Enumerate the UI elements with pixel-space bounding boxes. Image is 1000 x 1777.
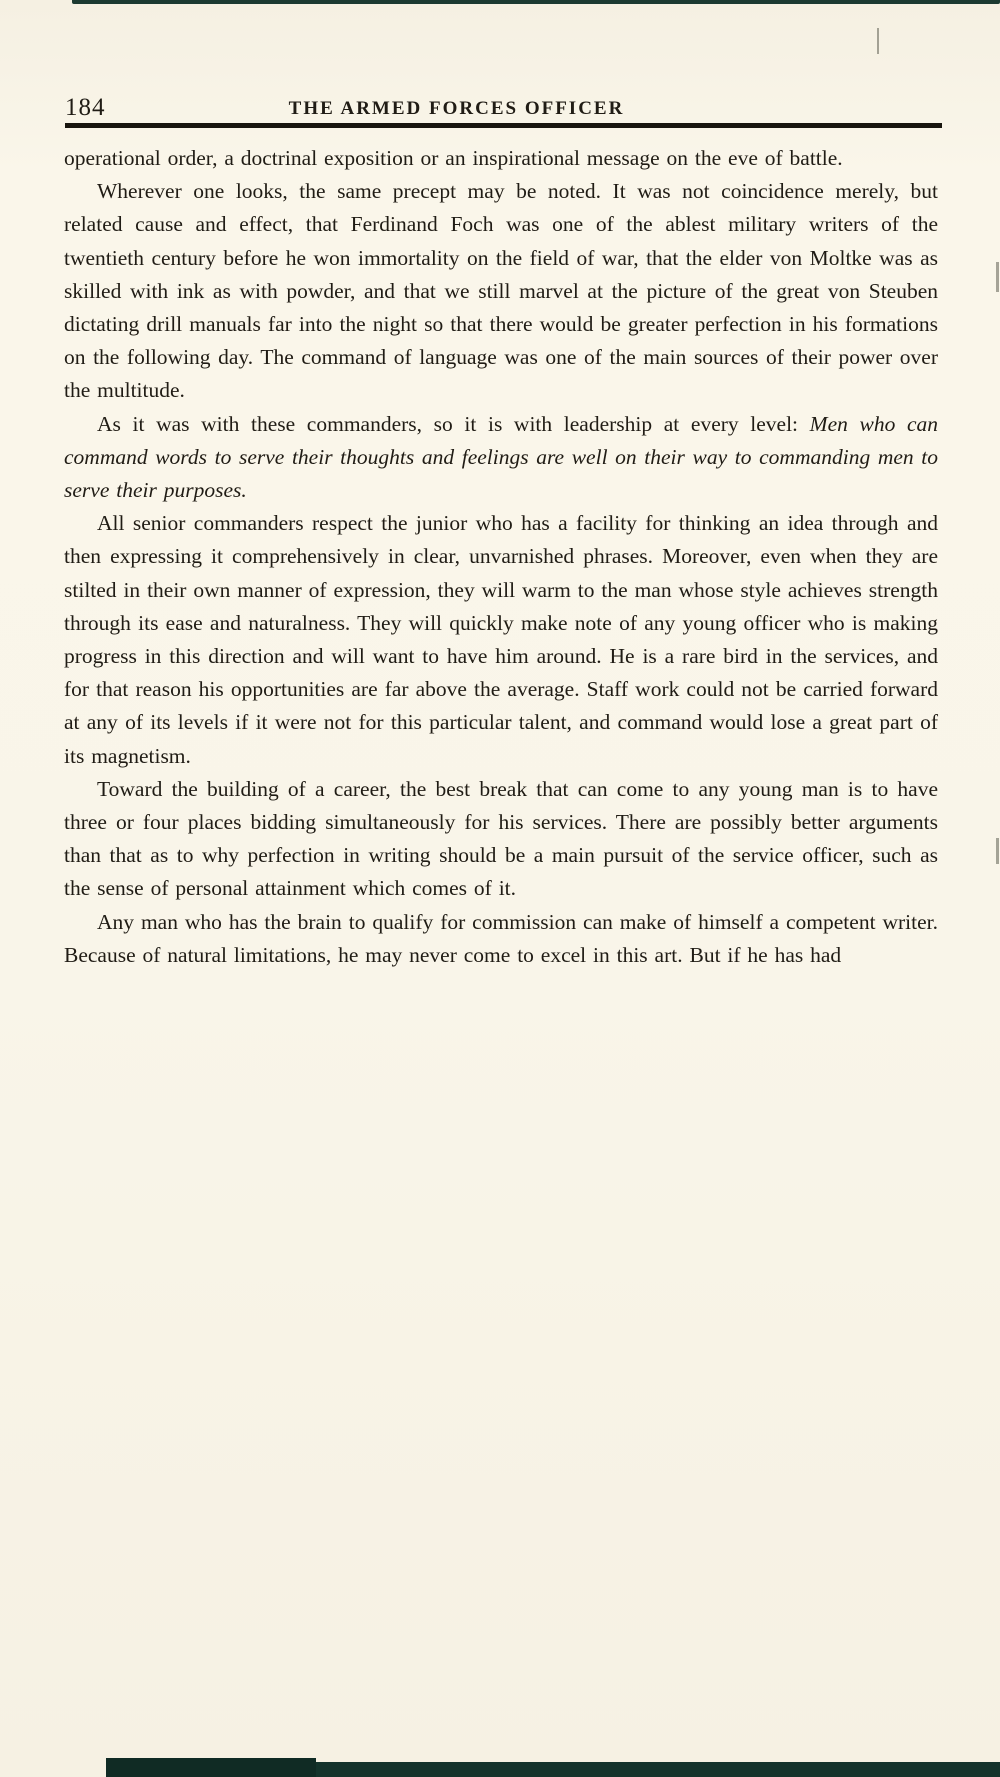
paragraph: Any man who has the brain to qualify for commission can make of himself a competent writer. Because of natural limitations, he may never come to excel in this art. But if he has had <box>64 909 938 967</box>
scan-edge-bottom <box>106 1762 1000 1777</box>
scan-artifact <box>877 28 879 54</box>
paragraph-with-italic <box>64 408 938 508</box>
page-body <box>64 142 938 972</box>
running-header: THE ARMED FORCES OFFICER <box>288 98 625 119</box>
scan-edge-top <box>72 0 1000 4</box>
paragraph: Wherever one looks, the same precept may be noted. It was not coincidence merely, but related cause and effect, that Ferdinand Foch was one of the ablest military writers of the twentieth century before he won immortality on the field of war, that the elder von Moltke was as skilled with ink as with powder, and that we still marvel at the picture of the great von Steuben dictating drill manuals far into the night so that there would be greater perfection in his formations on the following day. The command of language was one of the main sources of their power over the multitude. <box>64 179 938 403</box>
page-number: 184 <box>65 94 106 121</box>
scan-artifact <box>996 262 999 292</box>
paragraph: Toward the building of a career, the best break that can come to any young man is to have three or four places bidding simultaneously for his services. There are possibly better arguments than that as to why perfection in writing should be a main pursuit of the service officer, such as the sense of personal attainment which comes of it. <box>64 776 938 901</box>
scan-artifact <box>996 838 999 864</box>
page-header <box>65 94 938 124</box>
header-rule <box>65 123 942 128</box>
paragraph-lead: As it was with these commanders, so it is with leadership at every level: <box>97 411 810 436</box>
italic-passage: Men who can command words to serve their thoughts and feelings are well on their way to commanding men to serve their purposes. <box>64 411 938 503</box>
paragraph-continuation: operational order, a doctrinal exposition or an inspirational message on the eve of battle. <box>64 146 843 170</box>
paragraph: All senior commanders respect the junior who has a facility for thinking an idea through and then expressing it comprehensively in clear, unvarnished phrases. Moreover, even when they are stilted in their own manner of expression, they will warm to the man whose style achieves strength through its ease and naturalness. They will quickly make note of any young officer who is making progress in this direction and will want to have him around. He is a rare bird in the services, and for that reason his opportunities are far above the average. Staff work could not be carried forward at any of its levels if it were not for this particular talent, and command would lose a great part of its magnetism. <box>64 511 938 768</box>
